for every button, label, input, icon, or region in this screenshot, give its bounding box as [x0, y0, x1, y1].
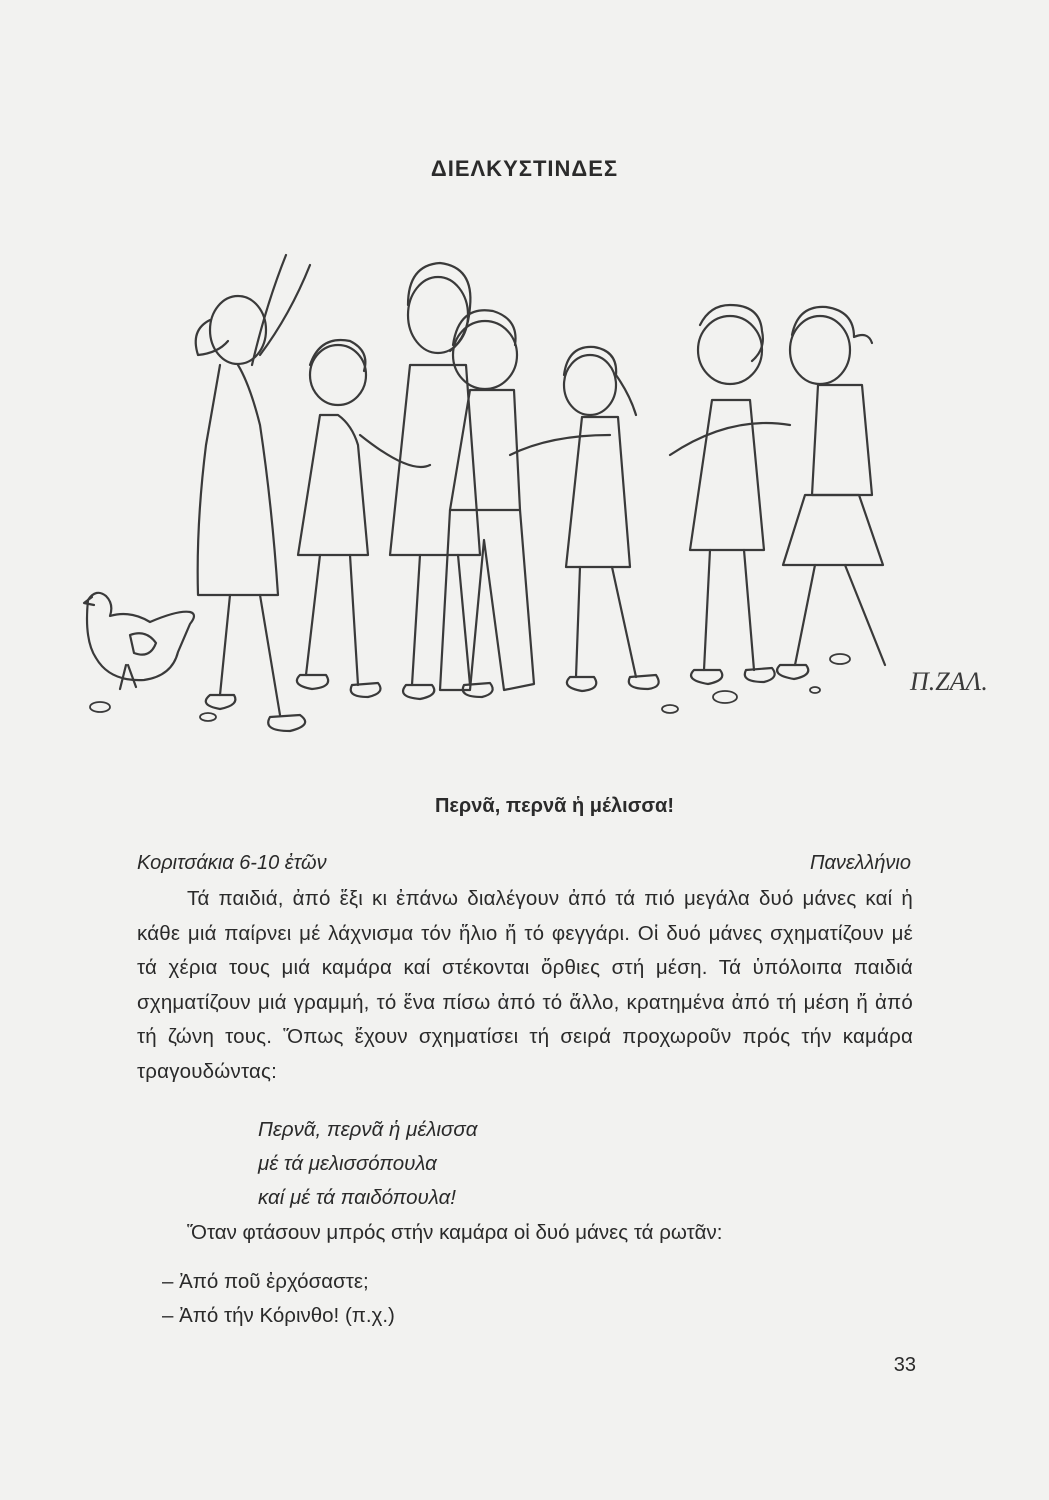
child-figure-5	[564, 347, 659, 691]
children-playing-illustration	[70, 225, 988, 770]
dialog	[162, 1265, 395, 1333]
section-title: ΔΙΕΛΚΥΣΤΙΝΔΕΣ	[430, 156, 619, 181]
age-group: Κοριτσάκια 6-10 ἐτῶν	[137, 852, 327, 874]
child-figure-3	[390, 263, 493, 699]
page-number: 33	[893, 1354, 916, 1376]
hen-figure	[84, 593, 194, 689]
game-title: Περνᾶ, περνᾶ ἡ μέλισσα!	[434, 795, 675, 817]
song-verse	[258, 1113, 477, 1215]
dialog-line: – Ἀπό τήν Κόρινθο! (π.χ.)	[162, 1304, 395, 1327]
after-verse-text: Ὅταν φτάσουν μπρός στήν καμάρα οἱ δυό μάνες τά ρωτᾶν:	[187, 1221, 723, 1244]
verse-line: Περνᾶ, περνᾶ ἡ μέλισσα	[258, 1118, 478, 1141]
verse-line: καί μέ τά παιδόπουλα!	[258, 1186, 456, 1209]
verse-line: μέ τά μελισσόπουλα	[258, 1152, 437, 1175]
dialog-line: – Ἀπό ποῦ ἐρχόσαστε;	[162, 1270, 369, 1293]
game-description: Τά παιδιά, ἀπό ἕξι κι ἐπάνω διαλέγουν ἀπό τά πιό μεγάλα δυό μάνες καί ἡ κάθε μιά παίρνει μέ λάχνισμα τόν ἥλιο ἤ τό φεγγάρι. Οἱ δυό μάνες σχηματίζουν μέ τά χέρια τους μιά καμάρα καί στέκονται ὄρθιες στή μέση. Τά ὑπόλοιπα παιδιά σχηματίζουν μιά γραμμή, τό ἕνα πίσω ἀπό τό ἄλλο, κρατημένα ἀπό τή μέση ἤ ἀπό τή ζώνη τους. Ὅπως ἔχουν σχηματίσει τή σειρά προχωροῦν πρός τήν καμάρα τραγουδώντας:	[137, 887, 913, 1083]
region: Πανελλήνιο	[809, 852, 911, 874]
artist-signature: Π.ΖΑΛ.	[910, 667, 988, 696]
child-figure-1	[196, 255, 310, 731]
child-figure-2	[297, 340, 430, 697]
child-figure-6	[690, 305, 775, 684]
child-figure-7	[670, 307, 885, 679]
